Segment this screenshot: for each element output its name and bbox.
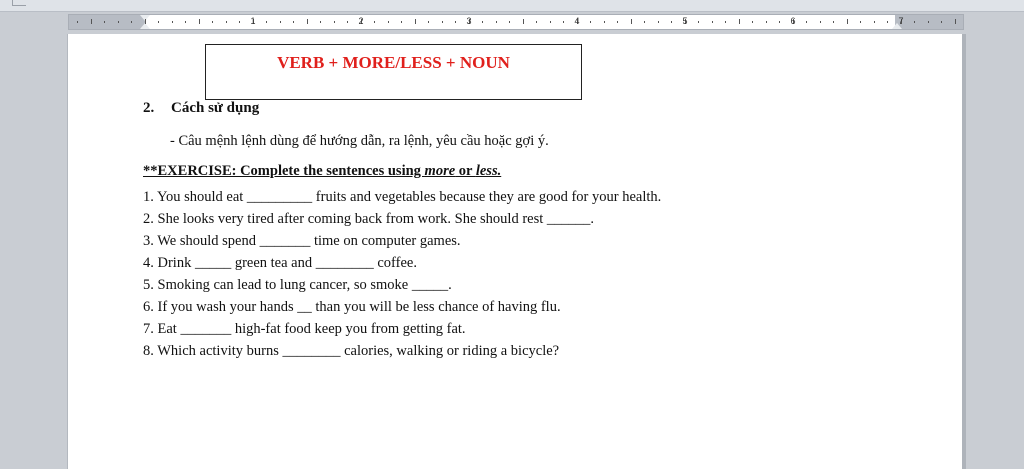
ruler-tick <box>631 19 632 24</box>
ruler-tick <box>523 19 524 24</box>
sentence-6: 6. If you wash your hands __ than you will be less chance of having flu. <box>143 299 561 315</box>
ruler-tick <box>455 21 456 23</box>
title-text-box[interactable] <box>205 44 582 100</box>
ruler-tick <box>779 21 780 23</box>
ruler-tick <box>644 21 645 23</box>
exercise-prefix: **EXERCISE: Complete the sentences using <box>143 163 425 179</box>
sentence-3: 3. We should spend _______ time on computer games. <box>143 233 461 249</box>
ruler-tick <box>833 21 834 23</box>
ruler-tick <box>550 21 551 23</box>
ruler-tick <box>563 21 564 23</box>
ruler-number: 4 <box>574 16 580 26</box>
exercise-middle: or <box>455 163 476 179</box>
ruler-tick <box>199 19 200 24</box>
ruler-tick <box>307 19 308 24</box>
ruler-tick <box>509 21 510 23</box>
sentence-7: 7. Eat _______ high-fat food keep you from getting fat. <box>143 321 466 337</box>
ruler-tick <box>658 21 659 23</box>
sentence-5: 5. Smoking can lead to lung cancer, so smoke _____. <box>143 277 452 293</box>
ruler-tick <box>104 21 105 23</box>
ruler-tick <box>185 21 186 23</box>
ruler-tick <box>725 21 726 23</box>
ruler-toggle[interactable] <box>12 0 26 6</box>
sentence-1: 1. You should eat _________ fruits and vegetables because they are good for your health. <box>143 189 662 205</box>
ruler-tick <box>212 21 213 23</box>
section-heading-text: Cách sử dụng <box>171 100 260 116</box>
ruler-tick <box>914 21 915 23</box>
ruler-tick <box>266 21 267 23</box>
document-title: VERB + MORE/LESS + NOUN <box>277 53 510 72</box>
ruler-tick <box>172 21 173 23</box>
ruler-tick <box>806 21 807 23</box>
usage-note: - Câu mệnh lệnh dùng để hướng dẫn, ra lệnh, yêu cầu hoặc gợi ý. <box>170 133 549 149</box>
ruler-tick <box>347 21 348 23</box>
ruler-tick <box>617 21 618 23</box>
ruler-tick <box>280 21 281 23</box>
ruler-number: 6 <box>790 16 796 26</box>
ruler-tick <box>131 21 132 23</box>
ruler-tick <box>739 19 740 24</box>
ruler-tick <box>536 21 537 23</box>
ruler-tick <box>320 21 321 23</box>
ruler-number: 5 <box>682 16 688 26</box>
sentence-4: 4. Drink _____ green tea and ________ coffee. <box>143 255 417 271</box>
ruler-tick <box>698 21 699 23</box>
ruler-tick <box>496 21 497 23</box>
ruler-tick <box>752 21 753 23</box>
document-page[interactable] <box>68 34 962 469</box>
ruler-tick <box>293 21 294 23</box>
ruler-tick <box>955 19 956 24</box>
ruler-tick <box>712 21 713 23</box>
sentence-8: 8. Which activity burns ________ calories, walking or riding a bicycle? <box>143 343 560 359</box>
ruler-tick <box>118 21 119 23</box>
ruler-tick <box>77 21 78 23</box>
ruler-left-margin <box>69 15 145 29</box>
ruler-number: 7 <box>898 16 904 26</box>
exercise-heading <box>143 163 501 180</box>
ruler-tick <box>428 21 429 23</box>
ruler-tick <box>91 19 92 24</box>
ruler-tick <box>226 21 227 23</box>
ruler-tick <box>401 21 402 23</box>
ruler-tick <box>928 21 929 23</box>
section-heading <box>143 100 259 117</box>
ruler-tick <box>145 19 146 24</box>
ruler-tick <box>860 21 861 23</box>
ruler-tick <box>820 21 821 23</box>
ruler-tick <box>887 21 888 23</box>
horizontal-ruler[interactable] <box>68 14 964 30</box>
ruler-tick <box>374 21 375 23</box>
ruler-tick <box>334 21 335 23</box>
exercise-word-less: less. <box>475 163 502 179</box>
ruler-tick <box>590 21 591 23</box>
ruler-tick <box>941 21 942 23</box>
ruler-number: 1 <box>250 16 256 26</box>
ruler-tick <box>874 21 875 23</box>
ruler-tick <box>442 21 443 23</box>
ruler-number: 2 <box>358 16 364 26</box>
ruler-tick <box>415 19 416 24</box>
ruler-tick <box>847 19 848 24</box>
sentence-2: 2. She looks very tired after coming back from work. She should rest ______. <box>143 211 595 227</box>
section-number: 2. <box>143 100 155 116</box>
page-shadow-edge <box>962 34 966 469</box>
window-top-strip <box>0 0 1024 12</box>
ruler-tick <box>482 21 483 23</box>
ruler-tick <box>239 21 240 23</box>
ruler-tick <box>604 21 605 23</box>
exercise-word-more: more <box>424 163 456 179</box>
ruler-tick <box>158 21 159 23</box>
ruler-tick <box>388 21 389 23</box>
ruler-tick <box>766 21 767 23</box>
ruler-tick <box>671 21 672 23</box>
ruler-number: 3 <box>466 16 472 26</box>
